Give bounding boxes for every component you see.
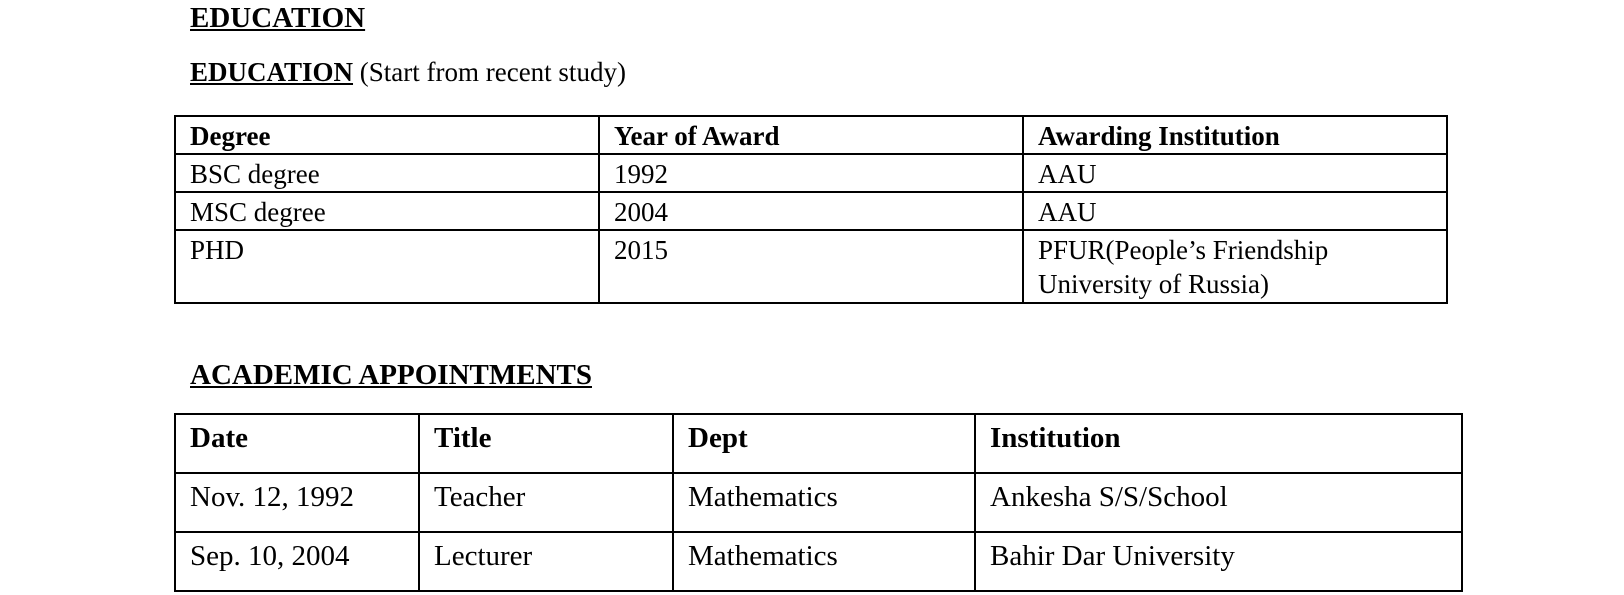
table-cell-institution: Ankesha S/S/School bbox=[975, 473, 1462, 532]
education-subheading-label: EDUCATION bbox=[190, 57, 354, 87]
education-subheading-note: (Start from recent study) bbox=[359, 57, 626, 87]
table-header-row bbox=[175, 414, 1462, 473]
table-cell-year: 2004 bbox=[599, 192, 1023, 230]
table-header-row bbox=[175, 116, 1447, 154]
table-row bbox=[175, 230, 1447, 303]
education-heading: EDUCATION bbox=[190, 2, 366, 34]
column-header-degree: Degree bbox=[175, 116, 599, 154]
table-row bbox=[175, 473, 1462, 532]
academic-appointments-heading: ACADEMIC APPOINTMENTS bbox=[190, 359, 592, 391]
table-cell-institution: AAU bbox=[1023, 192, 1447, 230]
table-row bbox=[175, 154, 1447, 192]
table-cell-dept: Mathematics bbox=[673, 532, 975, 591]
column-header-awarding-institution: Awarding Institution bbox=[1023, 116, 1447, 154]
table-row bbox=[175, 532, 1462, 591]
table-cell-degree: MSC degree bbox=[175, 192, 599, 230]
table-cell-date: Nov. 12, 1992 bbox=[175, 473, 419, 532]
column-header-title: Title bbox=[419, 414, 673, 473]
column-header-institution: Institution bbox=[975, 414, 1462, 473]
table-cell-institution: PFUR(People’s Friendship University of Russia) bbox=[1023, 230, 1447, 303]
table-cell-institution: AAU bbox=[1023, 154, 1447, 192]
column-header-dept: Dept bbox=[673, 414, 975, 473]
column-header-year-of-award: Year of Award bbox=[599, 116, 1023, 154]
column-header-date: Date bbox=[175, 414, 419, 473]
table-cell-title: Teacher bbox=[419, 473, 673, 532]
table-cell-date: Sep. 10, 2004 bbox=[175, 532, 419, 591]
table-cell-year: 1992 bbox=[599, 154, 1023, 192]
education-table bbox=[174, 115, 1448, 304]
academic-appointments-table bbox=[174, 413, 1463, 592]
table-cell-degree: BSC degree bbox=[175, 154, 599, 192]
table-cell-degree: PHD bbox=[175, 230, 599, 303]
table-cell-year: 2015 bbox=[599, 230, 1023, 303]
table-cell-institution: Bahir Dar University bbox=[975, 532, 1462, 591]
education-subheading bbox=[190, 59, 626, 86]
table-cell-title: Lecturer bbox=[419, 532, 673, 591]
table-row bbox=[175, 192, 1447, 230]
table-cell-dept: Mathematics bbox=[673, 473, 975, 532]
